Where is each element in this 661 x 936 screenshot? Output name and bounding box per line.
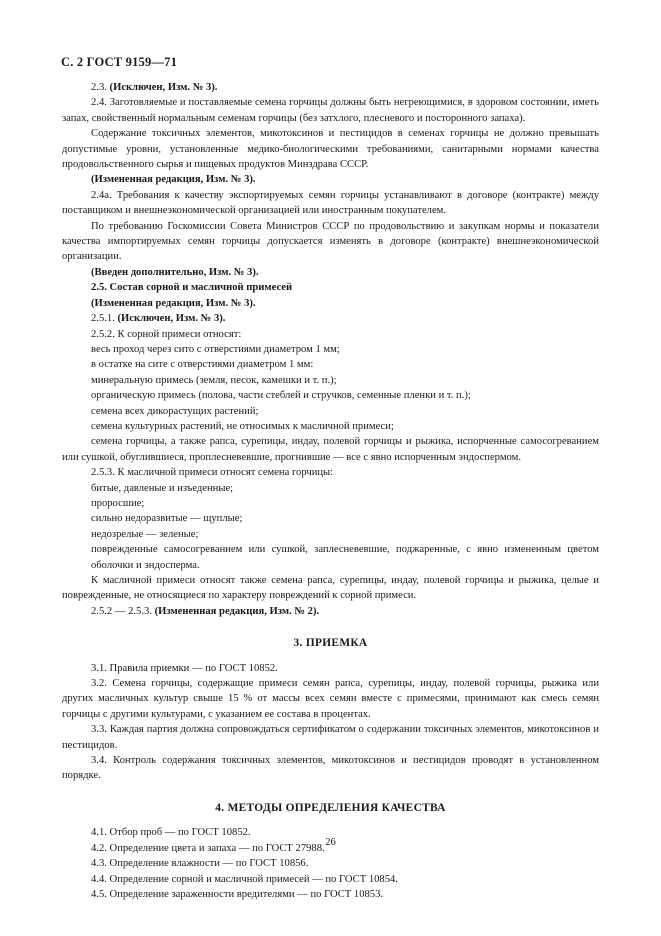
- list-item: поврежденные самосогреванием или сушкой, заплесневевшие, поджаренные, с явно измененным цветом оболочки и эндосперма.: [91, 544, 599, 571]
- page-content: [62, 80, 599, 902]
- amendment-line: [62, 604, 599, 619]
- paragraph-import-requirements: По требованию Госкомиссии Совета Министров СССР по продовольствию и закупкам нормы и показатели качества импортируемых семян горчицы допускается изменять в договоре (контракте) внешнеэкономической организации.: [62, 220, 599, 263]
- clause-2-4: 2.4. Заготовляемые и поставляемые семена горчицы должны быть негреющимися, в здоровом состоянии, иметь запах, свойственный нормальным семенам горчицы (без затхлого, плесневого и посторонного запаха).: [62, 97, 599, 124]
- clause-number: 2.3.: [91, 82, 107, 93]
- paragraph-toxic-content: Содержание токсичных элементов, микотоксинов и пестицидов в семенах горчицы не должно превышать допустимые уровни, установленные медико-биологическими требованиями, санитарными нормами качества продовольственного сырья и пищевых продуктов Минздрава СССР.: [62, 128, 599, 171]
- page-header: С. 2 ГОСТ 9159—71: [61, 55, 178, 69]
- clause-4-2: 4.2. Определение цвета и запаха — по ГОСТ 27988.: [91, 842, 325, 854]
- list-item: семена горчицы, а также рапса, сурепицы, индау, полевой горчицы и рыжика, испорченные самосогреванием или сушкой, обуглившиеся, проплесневевшие, прогнившие — все с явно испорченным эндоспермом.: [62, 436, 599, 463]
- clause-2-5-heading: 2.5. Состав сорной и масличной примесей: [91, 282, 293, 294]
- amendment-note: (Измененная редакция, Изм. № 3).: [91, 297, 256, 309]
- list-item: битые, давленые и изъеденные;: [91, 482, 234, 494]
- list-item: органическую примесь (полова, части стеблей и стручков, семенные пленки и т. п.);: [91, 390, 471, 402]
- clause-3-3: 3.3. Каждая партия должна сопровождаться сертификатом о содержании токсичных элементов, микотоксинов и пестицидов.: [62, 724, 599, 751]
- section-heading-acceptance: 3. ПРИЕМКА: [293, 637, 368, 650]
- clause-3-1: 3.1. Правила приемки — по ГОСТ 10852.: [91, 662, 278, 674]
- list-item: семена всех дикорастущих растений;: [91, 405, 259, 417]
- amendment-note: (Исключен, Изм. № 3).: [117, 313, 226, 325]
- clause-range: 2.5.2 — 2.5.3.: [91, 605, 152, 617]
- amendment-note: (Исключен, Изм. № 3).: [109, 82, 218, 93]
- clause-3-2: 3.2. Семена горчицы, содержащие примеси семян рапса, сурепицы, индау, полевой горчицы, рыжика или других масличных культур свыше 15 % от массы всех семян вместе с примесями, принимают как смесь семян горчицы с другими культурами, с указанием ее состава в процентах.: [62, 678, 599, 720]
- clause-2-5-2: 2.5.2. К сорной примеси относят:: [91, 328, 242, 340]
- list-item: проросшие;: [91, 497, 145, 509]
- clause-4-3: 4.3. Определение влажности — по ГОСТ 10856.: [91, 858, 309, 870]
- clause-2-4a: 2.4а. Требования к качеству экспортируемых семян горчицы устанавливают в договоре (контракте) между поставщиком и внешнеэкономической организацией или иностранным покупателем.: [62, 189, 599, 217]
- clause-2-5-3: 2.5.3. К масличной примеси относят семена горчицы:: [91, 467, 334, 479]
- clause-4-5: 4.5. Определение зараженности вредителями — по ГОСТ 10853.: [91, 888, 384, 900]
- clause-4-4: 4.4. Определение сорной и масличной примесей — по ГОСТ 10854.: [91, 873, 398, 885]
- list-item: минеральную примесь (земля, песок, камешки и т. п.);: [91, 374, 337, 386]
- list-item: недозрелые — зеленые;: [91, 528, 199, 540]
- clause-2-3: [62, 80, 599, 95]
- clause-number: 2.5.1.: [91, 313, 115, 325]
- amendment-note: (Измененная редакция, Изм. № 2).: [154, 605, 320, 617]
- section-heading-methods: 4. МЕТОДЫ ОПРЕДЕЛЕНИЯ КАЧЕСТВА: [215, 801, 446, 814]
- clause-4-1: 4.1. Отбор проб — по ГОСТ 10852.: [91, 827, 251, 839]
- paragraph-oil-impurity: К масличной примеси относят также семена рапса, сурепицы, индау, полевой горчицы и рыжика, целые и поврежденные, не относящиеся по характеру повреждений к сорной примеси.: [62, 575, 599, 602]
- amendment-note: (Измененная редакция, Изм. № 3).: [91, 174, 256, 186]
- list-item: в остатке на сите с отверстиями диаметром 1 мм:: [91, 359, 314, 371]
- page-number: 26: [325, 837, 336, 848]
- list-item: весь проход через сито с отверстиями диаметром 1 мм;: [91, 343, 340, 355]
- clause-2-5-1: [62, 311, 599, 326]
- clause-3-4: 3.4. Контроль содержания токсичных элементов, микотоксинов и пестицидов проводят в установленном порядке.: [62, 755, 599, 782]
- list-item: сильно недоразвитые — щуплые;: [91, 513, 243, 525]
- amendment-note: (Введен дополнительно, Изм. № 3).: [91, 266, 259, 278]
- list-item: семена культурных растений, не относимых к масличной примеси;: [91, 420, 394, 432]
